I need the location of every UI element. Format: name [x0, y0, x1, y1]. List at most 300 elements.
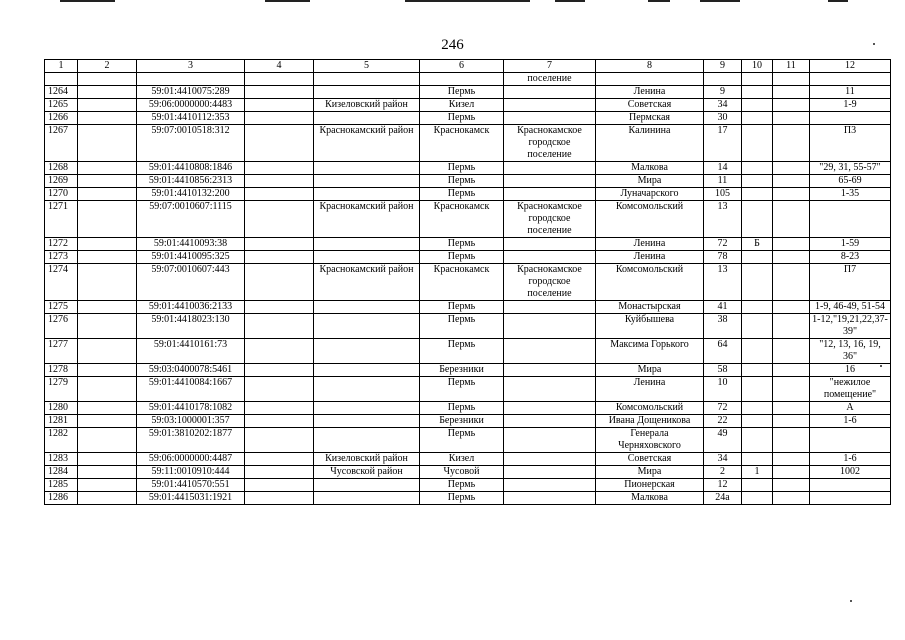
scan-speck: [850, 600, 852, 602]
table-cell-col-11: [773, 364, 810, 377]
table-cell-col-12: "12, 13, 16, 19, 36": [810, 339, 891, 364]
table-cell-col-2: [78, 112, 137, 125]
table-cell-col-5: [314, 251, 420, 264]
table-cell-col-1: 1268: [45, 162, 78, 175]
table-cell-col-5: [314, 479, 420, 492]
table-cell-col-2: [78, 428, 137, 453]
table-cell-col-6: Пермь: [420, 314, 504, 339]
table-cell-col-1: 1279: [45, 377, 78, 402]
table-cell-col-10: 1: [742, 466, 773, 479]
table-row: [45, 492, 891, 505]
column-header-3: 3: [137, 60, 245, 73]
table-cell-col-1: 1272: [45, 238, 78, 251]
table-cell-col-7: [504, 86, 596, 99]
column-header-8: 8: [596, 60, 704, 73]
table-cell-col-12: "нежилое помещение": [810, 377, 891, 402]
table-cell-col-8: Максима Горького: [596, 339, 704, 364]
table-cell-col-10: [742, 364, 773, 377]
table-cell-col-5: [314, 188, 420, 201]
table-cell-col-8: Ленина: [596, 251, 704, 264]
table-cell-col-9: 34: [704, 453, 742, 466]
table-cell-col-2: [78, 264, 137, 301]
table-cell-col-4: [245, 264, 314, 301]
table-cell-col-2: [78, 201, 137, 238]
table-cell-col-12: 1-6: [810, 453, 891, 466]
table-cell-col-1: 1264: [45, 86, 78, 99]
table-cell-col-9: 58: [704, 364, 742, 377]
table-cell-col-6: Кизел: [420, 99, 504, 112]
table-cell-col-5: [314, 339, 420, 364]
table-cell-col-11: [773, 466, 810, 479]
table-cell-col-8: Комсомольский: [596, 264, 704, 301]
table-cell-col-5: Чусовской район: [314, 466, 420, 479]
table-cell-col-1: 1280: [45, 402, 78, 415]
table-cell-col-8: Мира: [596, 364, 704, 377]
table-row: [45, 453, 891, 466]
table-cell-col-6: Пермь: [420, 238, 504, 251]
table-cell-col-2: [78, 301, 137, 314]
table-cell-col-2: [78, 73, 137, 86]
table-cell-col-3: 59:01:4418023:130: [137, 314, 245, 339]
table-body: [45, 73, 891, 505]
table-cell-col-2: [78, 86, 137, 99]
table-cell-col-11: [773, 99, 810, 112]
table-cell-col-2: [78, 162, 137, 175]
table-cell-col-4: [245, 415, 314, 428]
table-row: [45, 415, 891, 428]
table-cell-col-9: 105: [704, 188, 742, 201]
table-cell-col-9: 13: [704, 264, 742, 301]
table-cell-col-12: 1-35: [810, 188, 891, 201]
table-cell-col-7: [504, 428, 596, 453]
table-cell-col-10: [742, 453, 773, 466]
column-header-12: 12: [810, 60, 891, 73]
table-cell-col-4: [245, 99, 314, 112]
table-cell-col-9: 64: [704, 339, 742, 364]
table-cell-col-1: 1286: [45, 492, 78, 505]
table-cell-col-2: [78, 479, 137, 492]
table-cell-col-4: [245, 175, 314, 188]
table-cell-col-11: [773, 314, 810, 339]
table-cell-col-7: [504, 415, 596, 428]
table-cell-col-6: Пермь: [420, 112, 504, 125]
table-cell-col-6: Пермь: [420, 162, 504, 175]
table-cell-col-9: 9: [704, 86, 742, 99]
table-cell-col-7: [504, 188, 596, 201]
table-cell-col-3: 59:06:0000000:4487: [137, 453, 245, 466]
table-cell-col-1: 1282: [45, 428, 78, 453]
table-cell-col-6: Пермь: [420, 377, 504, 402]
scan-speck: [873, 43, 875, 45]
page-number: 246: [441, 37, 464, 53]
table-row: [45, 188, 891, 201]
table-cell-col-4: [245, 364, 314, 377]
table-cell-col-11: [773, 175, 810, 188]
table-cell-col-9: 17: [704, 125, 742, 162]
table-cell-col-8: Малкова: [596, 492, 704, 505]
table-cell-col-6: Пермь: [420, 428, 504, 453]
table-cell-col-8: Советская: [596, 99, 704, 112]
table-cell-col-10: [742, 125, 773, 162]
table-cell-col-6: [420, 73, 504, 86]
table-cell-col-10: [742, 251, 773, 264]
table-cell-col-4: [245, 466, 314, 479]
table-cell-col-8: Ленина: [596, 238, 704, 251]
table-row: [45, 264, 891, 301]
table-cell-col-2: [78, 415, 137, 428]
table-cell-col-2: [78, 364, 137, 377]
column-header-6: 6: [420, 60, 504, 73]
table-cell-col-12: 1002: [810, 466, 891, 479]
table-cell-col-1: 1266: [45, 112, 78, 125]
table-cell-col-10: [742, 201, 773, 238]
table-row: [45, 86, 891, 99]
column-number-header-row: [45, 60, 891, 73]
table-cell-col-3: 59:01:4410093:38: [137, 238, 245, 251]
table-cell-col-10: [742, 73, 773, 86]
table-row: [45, 466, 891, 479]
table-cell-col-3: 59:01:4415031:1921: [137, 492, 245, 505]
table-cell-col-8: Монастырская: [596, 301, 704, 314]
table-cell-col-12: 1-9, 46-49, 51-54: [810, 301, 891, 314]
table-cell-col-5: Кизеловский район: [314, 453, 420, 466]
table-cell-col-6: Пермь: [420, 301, 504, 314]
table-cell-col-4: [245, 125, 314, 162]
table-cell-col-2: [78, 377, 137, 402]
table-cell-col-10: Б: [742, 238, 773, 251]
table-cell-col-7: [504, 377, 596, 402]
table-cell-col-8: Пионерская: [596, 479, 704, 492]
table-cell-col-1: 1270: [45, 188, 78, 201]
table-cell-col-8: Ивана Дощеникова: [596, 415, 704, 428]
table-cell-col-11: [773, 453, 810, 466]
table-cell-col-8: Калинина: [596, 125, 704, 162]
table-cell-col-1: 1285: [45, 479, 78, 492]
table-cell-col-4: [245, 402, 314, 415]
table-cell-col-8: Комсомольский: [596, 402, 704, 415]
table-cell-col-2: [78, 453, 137, 466]
table-cell-col-11: [773, 428, 810, 453]
table-cell-col-7: [504, 402, 596, 415]
table-row: [45, 479, 891, 492]
table-row: [45, 201, 891, 238]
table-cell-col-4: [245, 453, 314, 466]
table-cell-col-7: [504, 479, 596, 492]
table-cell-col-3: 59:01:4410084:1667: [137, 377, 245, 402]
table-cell-col-10: [742, 301, 773, 314]
table-cell-col-6: Краснокамск: [420, 125, 504, 162]
table-cell-col-1: 1283: [45, 453, 78, 466]
table-cell-col-6: Пермь: [420, 479, 504, 492]
table-cell-col-12: [810, 492, 891, 505]
table-cell-col-8: [596, 73, 704, 86]
table-cell-col-2: [78, 466, 137, 479]
table-row: [45, 314, 891, 339]
continuation-row: [45, 73, 891, 86]
table-cell-col-9: 13: [704, 201, 742, 238]
column-header-7: 7: [504, 60, 596, 73]
table-cell-col-6: Пермь: [420, 251, 504, 264]
table-cell-col-5: [314, 428, 420, 453]
table-cell-col-4: [245, 188, 314, 201]
table-cell-col-12: 1-12,"19,21,22,37-39": [810, 314, 891, 339]
table-row: [45, 125, 891, 162]
table-cell-col-10: [742, 264, 773, 301]
table-cell-col-9: 38: [704, 314, 742, 339]
table-cell-col-7: [504, 314, 596, 339]
table-cell-col-4: [245, 377, 314, 402]
table-cell-col-11: [773, 188, 810, 201]
table-cell-col-8: Мира: [596, 466, 704, 479]
table-cell-col-10: [742, 402, 773, 415]
table-cell-col-2: [78, 339, 137, 364]
table-cell-col-1: 1265: [45, 99, 78, 112]
column-header-4: 4: [245, 60, 314, 73]
column-header-1: 1: [45, 60, 78, 73]
table-cell-col-12: 65-69: [810, 175, 891, 188]
table-row: [45, 99, 891, 112]
table-cell-col-11: [773, 402, 810, 415]
table-cell-col-6: Чусовой: [420, 466, 504, 479]
table-cell-col-12: П7: [810, 264, 891, 301]
table-cell-col-5: Краснокамский район: [314, 201, 420, 238]
table-cell-col-3: 59:01:4410112:353: [137, 112, 245, 125]
table-cell-col-3: 59:01:4410036:2133: [137, 301, 245, 314]
table-cell-col-6: Краснокамск: [420, 264, 504, 301]
table-cell-col-2: [78, 238, 137, 251]
table-cell-col-11: [773, 301, 810, 314]
table-cell-col-9: 11: [704, 175, 742, 188]
table-cell-col-12: [810, 73, 891, 86]
table-cell-col-4: [245, 162, 314, 175]
table-cell-col-10: [742, 162, 773, 175]
table-cell-col-7: [504, 251, 596, 264]
table-cell-col-4: [245, 479, 314, 492]
table-cell-col-11: [773, 492, 810, 505]
table-cell-col-2: [78, 188, 137, 201]
table-cell-col-6: Березники: [420, 415, 504, 428]
table-cell-col-10: [742, 415, 773, 428]
table-cell-col-12: 1-9: [810, 99, 891, 112]
table-cell-col-4: [245, 301, 314, 314]
table-cell-col-6: Краснокамск: [420, 201, 504, 238]
table-cell-col-5: [314, 377, 420, 402]
table-cell-col-10: [742, 175, 773, 188]
scan-speck: [880, 365, 882, 367]
table-cell-col-11: [773, 339, 810, 364]
table-cell-col-1: 1275: [45, 301, 78, 314]
table-cell-col-10: [742, 428, 773, 453]
table-cell-col-7: [504, 301, 596, 314]
table-cell-col-4: [245, 112, 314, 125]
table-cell-col-1: 1284: [45, 466, 78, 479]
table-row: [45, 428, 891, 453]
table-cell-col-7: [504, 466, 596, 479]
table-cell-col-6: Пермь: [420, 175, 504, 188]
table-cell-col-1: [45, 73, 78, 86]
table-cell-col-11: [773, 162, 810, 175]
table-cell-col-3: 59:01:4410161:73: [137, 339, 245, 364]
table-cell-col-12: [810, 428, 891, 453]
table-cell-col-7: [504, 112, 596, 125]
table-cell-col-12: 1-59: [810, 238, 891, 251]
table-cell-col-2: [78, 492, 137, 505]
table-cell-col-7: Краснокамское городское поселение: [504, 201, 596, 238]
table-cell-col-1: 1278: [45, 364, 78, 377]
table-cell-col-6: Пермь: [420, 402, 504, 415]
table-cell-col-3: 59:01:4410095:325: [137, 251, 245, 264]
table-cell-col-5: [314, 86, 420, 99]
table-cell-col-6: Кизел: [420, 453, 504, 466]
table-cell-col-4: [245, 492, 314, 505]
table-cell-col-7: поселение: [504, 73, 596, 86]
table-cell-col-9: 10: [704, 377, 742, 402]
table-cell-col-3: 59:01:4410570:551: [137, 479, 245, 492]
table-cell-col-12: 11: [810, 86, 891, 99]
table-cell-col-4: [245, 314, 314, 339]
table-cell-col-9: 24а: [704, 492, 742, 505]
table-cell-col-8: Советская: [596, 453, 704, 466]
table-cell-col-3: 59:07:0010518:312: [137, 125, 245, 162]
table-cell-col-11: [773, 86, 810, 99]
table-cell-col-3: [137, 73, 245, 86]
table-cell-col-5: [314, 238, 420, 251]
table-cell-col-9: 12: [704, 479, 742, 492]
table-cell-col-11: [773, 112, 810, 125]
table-cell-col-7: [504, 453, 596, 466]
table-cell-col-11: [773, 238, 810, 251]
table-cell-col-7: [504, 175, 596, 188]
table-cell-col-3: 59:01:4410132:200: [137, 188, 245, 201]
table-cell-col-11: [773, 201, 810, 238]
table-row: [45, 377, 891, 402]
table-cell-col-7: [504, 99, 596, 112]
table-cell-col-5: [314, 415, 420, 428]
table-cell-col-5: [314, 112, 420, 125]
table-cell-col-3: 59:01:4410075:289: [137, 86, 245, 99]
table-row: [45, 251, 891, 264]
table-cell-col-6: Пермь: [420, 492, 504, 505]
table-cell-col-4: [245, 339, 314, 364]
table-cell-col-3: 59:03:0400078:5461: [137, 364, 245, 377]
table-cell-col-9: 34: [704, 99, 742, 112]
table-cell-col-6: Березники: [420, 364, 504, 377]
table-cell-col-7: Краснокамское городское поселение: [504, 125, 596, 162]
table-cell-col-12: 16: [810, 364, 891, 377]
table-cell-col-9: 30: [704, 112, 742, 125]
table-cell-col-12: 1-6: [810, 415, 891, 428]
table-cell-col-6: Пермь: [420, 188, 504, 201]
table-cell-col-8: Комсомольский: [596, 201, 704, 238]
table-cell-col-7: [504, 162, 596, 175]
table-cell-col-2: [78, 251, 137, 264]
table-cell-col-4: [245, 201, 314, 238]
table-cell-col-9: 72: [704, 402, 742, 415]
table-cell-col-10: [742, 188, 773, 201]
table-cell-col-11: [773, 251, 810, 264]
table-cell-col-12: [810, 479, 891, 492]
table-cell-col-11: [773, 479, 810, 492]
table-cell-col-9: 49: [704, 428, 742, 453]
table-cell-col-5: Краснокамский район: [314, 264, 420, 301]
table-row: [45, 339, 891, 364]
table-cell-col-8: Куйбышева: [596, 314, 704, 339]
table-cell-col-10: [742, 112, 773, 125]
table-cell-col-8: Луначарского: [596, 188, 704, 201]
table-cell-col-9: 78: [704, 251, 742, 264]
table-cell-col-5: Кизеловский район: [314, 99, 420, 112]
table-cell-col-8: Пермская: [596, 112, 704, 125]
table-row: [45, 364, 891, 377]
table-cell-col-2: [78, 402, 137, 415]
table-cell-col-2: [78, 99, 137, 112]
table-cell-col-5: [314, 364, 420, 377]
table-cell-col-9: 22: [704, 415, 742, 428]
table-cell-col-8: Ленина: [596, 86, 704, 99]
table-cell-col-8: Ленина: [596, 377, 704, 402]
table-cell-col-10: [742, 492, 773, 505]
column-header-9: 9: [704, 60, 742, 73]
table-cell-col-9: 14: [704, 162, 742, 175]
table-cell-col-1: 1276: [45, 314, 78, 339]
table-cell-col-3: 59:11:0010910:444: [137, 466, 245, 479]
table-cell-col-7: [504, 339, 596, 364]
table-cell-col-1: 1281: [45, 415, 78, 428]
table-cell-col-2: [78, 125, 137, 162]
table-row: [45, 238, 891, 251]
table-cell-col-12: [810, 201, 891, 238]
table-cell-col-4: [245, 86, 314, 99]
table-cell-col-8: Генерала Черняховского: [596, 428, 704, 453]
table-cell-col-5: [314, 402, 420, 415]
table-cell-col-3: 59:07:0010607:1115: [137, 201, 245, 238]
table-cell-col-9: 2: [704, 466, 742, 479]
table-cell-col-5: [314, 492, 420, 505]
table-cell-col-12: [810, 112, 891, 125]
table-cell-col-10: [742, 99, 773, 112]
table-cell-col-12: "29, 31, 55-57": [810, 162, 891, 175]
table-cell-col-3: 59:01:3810202:1877: [137, 428, 245, 453]
table-cell-col-5: [314, 301, 420, 314]
table-cell-col-6: Пермь: [420, 86, 504, 99]
scan-edge-marks: [0, 0, 905, 4]
table-cell-col-1: 1267: [45, 125, 78, 162]
table-row: [45, 162, 891, 175]
table-cell-col-7: Краснокамское городское поселение: [504, 264, 596, 301]
table-cell-col-11: [773, 377, 810, 402]
table-cell-col-11: [773, 125, 810, 162]
table-cell-col-1: 1274: [45, 264, 78, 301]
table-row: [45, 402, 891, 415]
table-cell-col-10: [742, 479, 773, 492]
table-cell-col-5: [314, 73, 420, 86]
table-cell-col-11: [773, 264, 810, 301]
table-cell-col-5: Краснокамский район: [314, 125, 420, 162]
table-cell-col-1: 1269: [45, 175, 78, 188]
table-cell-col-3: 59:06:0000000:4483: [137, 99, 245, 112]
table-cell-col-1: 1273: [45, 251, 78, 264]
table-row: [45, 301, 891, 314]
table-cell-col-9: 41: [704, 301, 742, 314]
table-cell-col-8: Мира: [596, 175, 704, 188]
table-cell-col-10: [742, 377, 773, 402]
table-cell-col-11: [773, 415, 810, 428]
table-cell-col-3: 59:01:4410808:1846: [137, 162, 245, 175]
table-cell-col-7: [504, 364, 596, 377]
table-cell-col-7: [504, 492, 596, 505]
column-header-5: 5: [314, 60, 420, 73]
table-row: [45, 175, 891, 188]
